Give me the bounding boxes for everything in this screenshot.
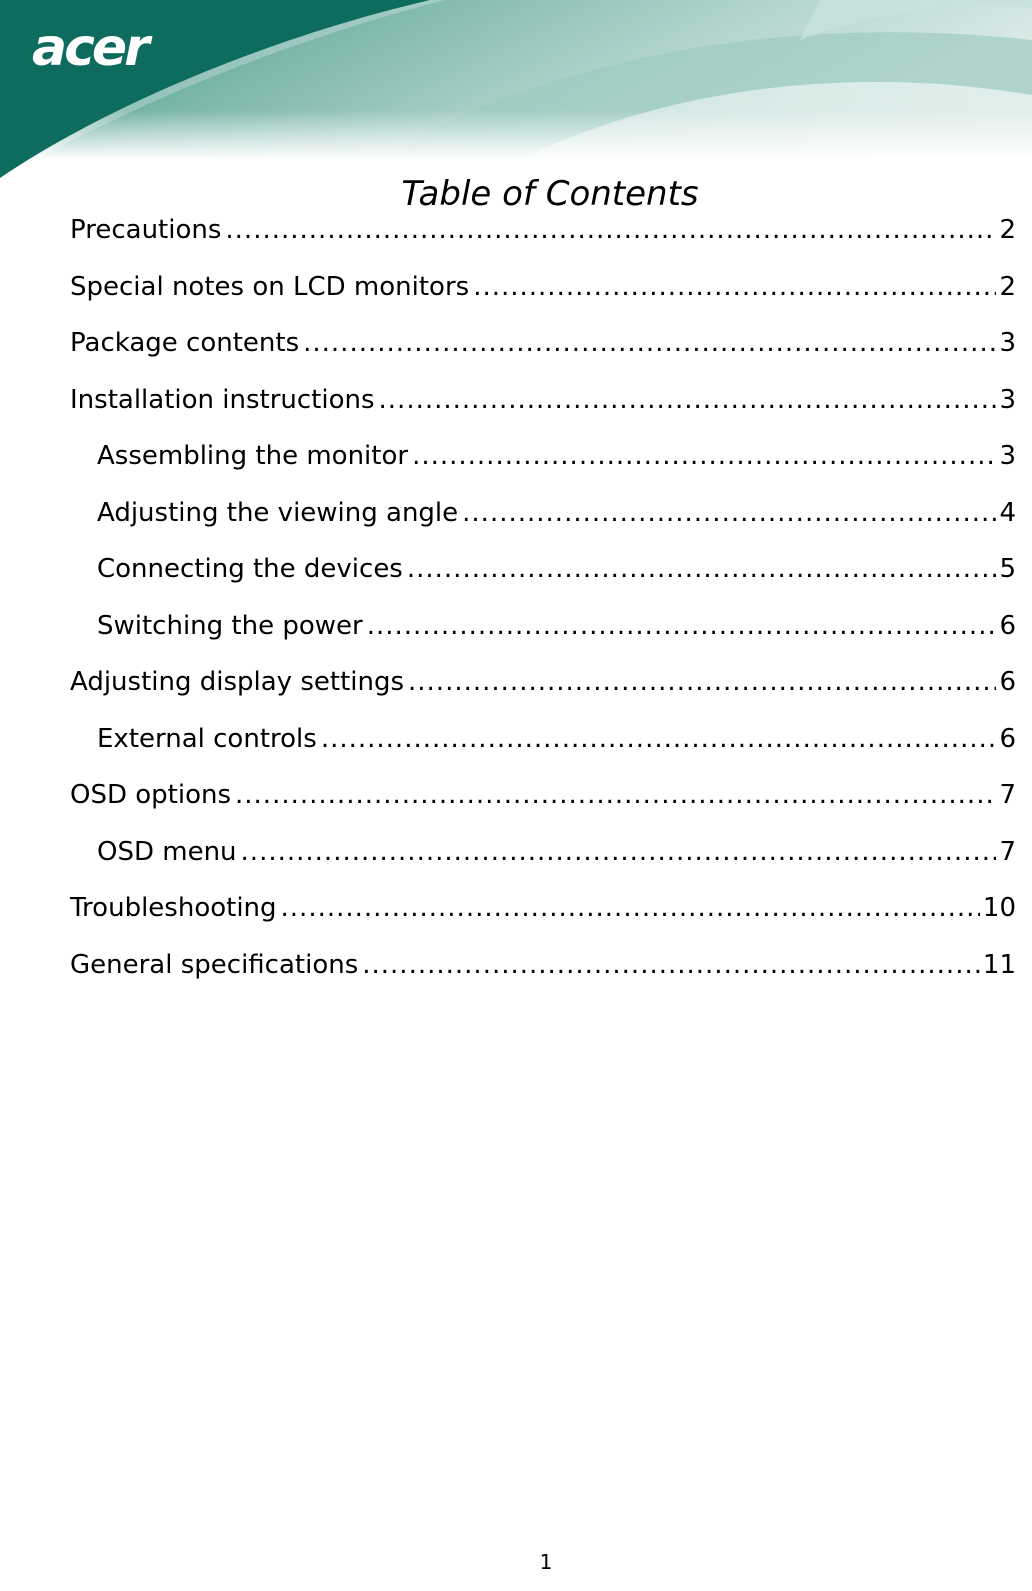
toc-entry-special-notes[interactable] [70, 269, 1016, 326]
toc-entry-package-contents[interactable] [70, 325, 1016, 382]
toc-entry-external-controls[interactable] [70, 721, 1016, 778]
toc-entry-label: Troubleshooting [70, 893, 277, 923]
toc-entry-label: Package contents [70, 328, 300, 358]
toc-entry-label: Special notes on LCD monitors [70, 271, 470, 302]
toc-dot-leader [281, 890, 980, 926]
toc-entry-label: Adjusting the viewing angle [97, 497, 459, 528]
toc-entry-page: 2 [999, 271, 1016, 302]
toc-entry-label: Connecting the devices [97, 554, 403, 584]
toc-entry-osd-options[interactable] [70, 777, 1016, 834]
page-title: Table of Contents [401, 174, 699, 214]
toc-dot-leader [367, 608, 997, 644]
toc-entry-switching-power[interactable] [70, 608, 1016, 665]
toc-entry-page: 7 [999, 780, 1016, 810]
toc-entry-general-specifications[interactable] [70, 947, 1016, 1004]
header-banner [0, 0, 1032, 180]
toc-entry-page: 6 [999, 723, 1016, 754]
toc-entry-page: 2 [999, 215, 1016, 245]
toc-entry-page: 10 [982, 893, 1016, 923]
toc-entry-page: 7 [999, 836, 1016, 867]
toc-entry-label: External controls [97, 723, 317, 754]
toc-entry-osd-menu[interactable] [70, 834, 1016, 891]
toc-dot-leader [362, 947, 980, 983]
toc-entry-page: 3 [999, 384, 1016, 415]
toc-entry-label: Precautions [70, 215, 222, 245]
toc-dot-leader [241, 834, 997, 870]
toc-entry-page: 6 [999, 610, 1016, 641]
toc-dot-leader [412, 438, 996, 474]
toc-entry-page: 11 [982, 949, 1016, 980]
toc-entry-label: OSD options [70, 780, 232, 810]
toc-dot-leader [379, 382, 997, 418]
toc-entry-label: General specifications [70, 949, 359, 980]
toc-dot-leader [235, 777, 996, 813]
toc-entry-adjusting-display-settings[interactable] [70, 664, 1016, 721]
toc-entry-connecting-devices[interactable] [70, 551, 1016, 608]
toc-entry-label: Switching the power [97, 610, 363, 641]
header-swoosh-graphic [0, 0, 1032, 180]
toc-dot-leader [303, 325, 996, 361]
acer-logo: acer [32, 18, 147, 78]
toc-entry-label: Adjusting display settings [70, 667, 405, 697]
toc-entry-label: Installation instructions [70, 384, 375, 415]
toc-dot-leader [225, 212, 996, 248]
toc-list [70, 212, 1016, 1003]
toc-entry-precautions[interactable] [70, 212, 1016, 269]
toc-entry-label: OSD menu [97, 836, 237, 867]
toc-dot-leader [321, 721, 997, 757]
toc-dot-leader [473, 269, 996, 305]
toc-entry-troubleshooting[interactable] [70, 890, 1016, 947]
toc-dot-leader [462, 495, 996, 531]
toc-dot-leader [407, 551, 997, 587]
toc-entry-installation-instructions[interactable] [70, 382, 1016, 439]
toc-entry-page: 5 [999, 554, 1016, 584]
toc-entry-assembling-monitor[interactable] [70, 438, 1016, 495]
toc-entry-page: 6 [999, 667, 1016, 697]
toc-entry-adjusting-viewing-angle[interactable] [70, 495, 1016, 552]
toc-dot-leader [408, 664, 996, 700]
page-number: 1 [539, 1550, 553, 1574]
toc-entry-page: 3 [999, 328, 1016, 358]
toc-entry-page: 3 [999, 441, 1016, 471]
toc-entry-page: 4 [999, 497, 1016, 528]
toc-entry-label: Assembling the monitor [97, 441, 409, 471]
